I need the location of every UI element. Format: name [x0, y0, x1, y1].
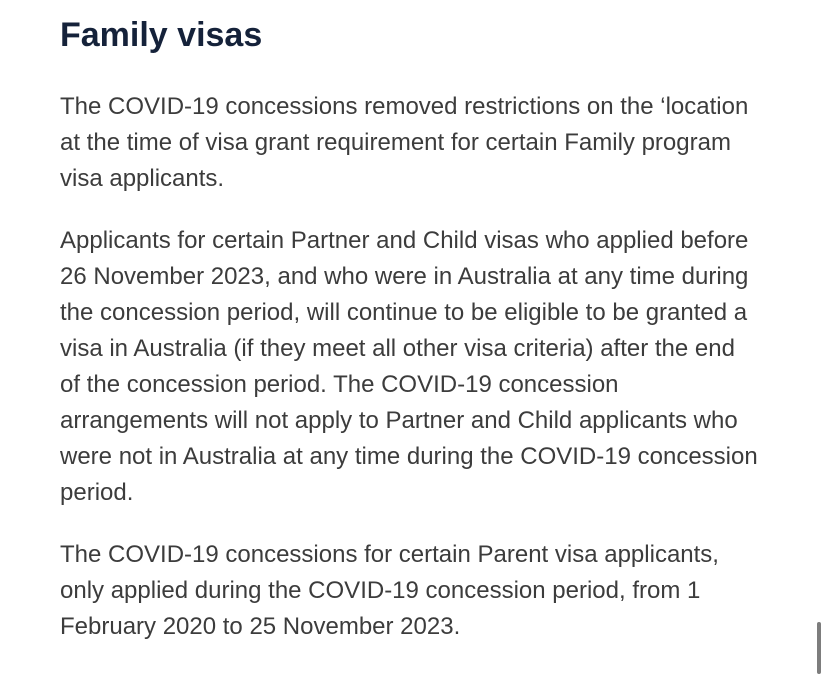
- paragraph-location-concession: The COVID-19 concessions removed restrictions on the ‘location at the time of visa grant requirement for certain Family program visa applicants.: [60, 93, 749, 192]
- section-heading: Family visas: [60, 16, 263, 54]
- paragraph-partner-child-visas: Applicants for certain Partner and Child visas who applied before 26 November 2023, and who were in Australia at any time during the concession period, will continue to be eligible to be granted a visa in Australia (if they meet all other visa criteria) after the end of the concession period. The COVID-19 concession arrangements will not apply to Partner and Child applicants who were not in Australia at any time during the COVID-19 concession period.: [60, 227, 758, 506]
- paragraph-parent-visas: The COVID-19 concessions for certain Parent visa applicants, only applied during the COVID-19 concession period, from 1 February 2020 to 25 November 2023.: [60, 541, 719, 640]
- scrollbar-thumb[interactable]: [817, 622, 821, 674]
